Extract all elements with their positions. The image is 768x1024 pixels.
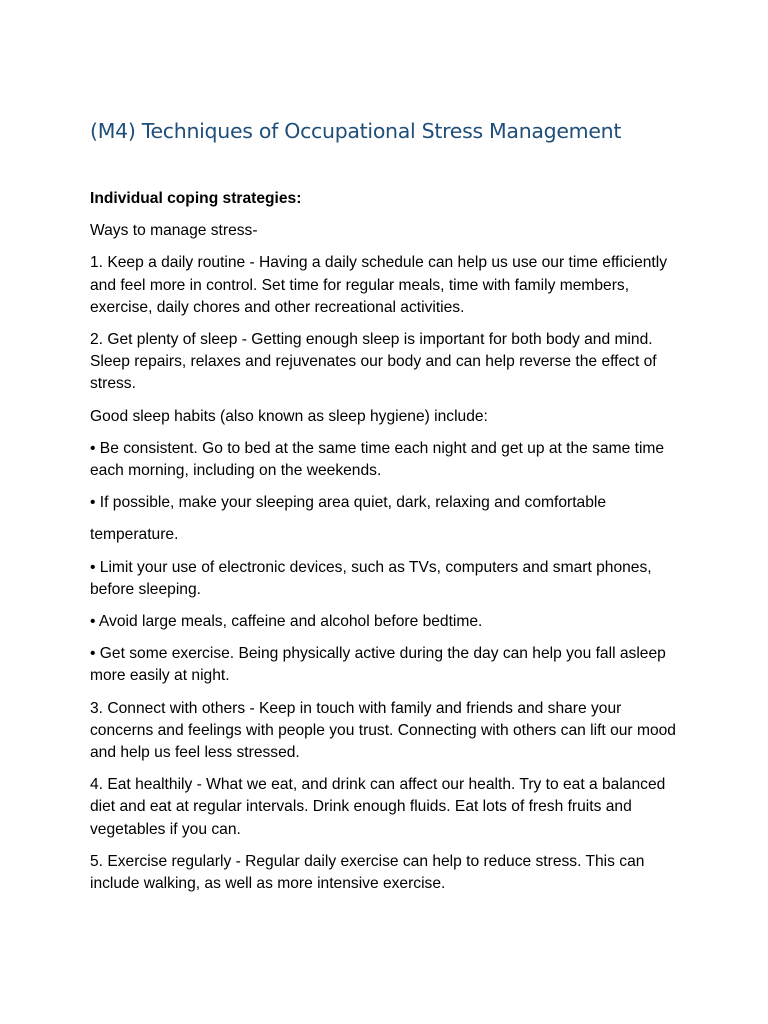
bullet-sleeping-area-cont: temperature. xyxy=(90,526,179,544)
bullet-meals: • Avoid large meals, caffeine and alcohol before bedtime. xyxy=(90,613,483,631)
tip-sleep: 2. Get plenty of sleep - Getting enough sleep is important for both body and mind. Sleep repairs, relaxes and rejuvenates our body and can help reverse the effect of stress. xyxy=(90,331,657,393)
bullet-devices: • Limit your use of electronic devices, such as TVs, computers and smart phones, before sleeping. xyxy=(90,558,652,598)
section-heading: Individual coping strategies: xyxy=(90,190,302,207)
bullet-sleeping-area: • If possible, make your sleeping area quiet, dark, relaxing and comfortable xyxy=(90,494,607,512)
intro-line: Ways to manage stress- xyxy=(90,222,258,240)
document-title: (M4) Techniques of Occupational Stress Management xyxy=(90,119,622,143)
bullet-consistent: • Be consistent. Go to bed at the same time each night and get up at the same time each morning, including on the weekends. xyxy=(90,439,665,480)
tip-daily-routine: 1. Keep a daily routine - Having a daily schedule can help us use our time efficiently and feel more in control. Set time for regular meals, time with family members, exercise, daily chores and other recreational activities. xyxy=(90,254,668,316)
sleep-hygiene-intro: Good sleep habits (also known as sleep hygiene) include: xyxy=(90,407,488,425)
document-body xyxy=(90,188,680,905)
tip-connect: 3. Connect with others - Keep in touch with family and friends and share your concerns and feelings with people you trust. Connecting with others can lift our mood and help us feel less stressed. xyxy=(90,699,676,762)
tip-exercise: 5. Exercise regularly - Regular daily exercise can help to reduce stress. This can include walking, as well as more intensive exercise. xyxy=(90,852,645,893)
tip-eat-healthily: 4. Eat healthily - What we eat, and drink can affect our health. Try to eat a balanced diet and eat at regular intervals. Drink enough fluids. Eat lots of fresh fruits and vegetables if you can. xyxy=(90,776,666,838)
bullet-exercise: • Get some exercise. Being physically active during the day can help you fall asleep more easily at night. xyxy=(90,645,666,685)
